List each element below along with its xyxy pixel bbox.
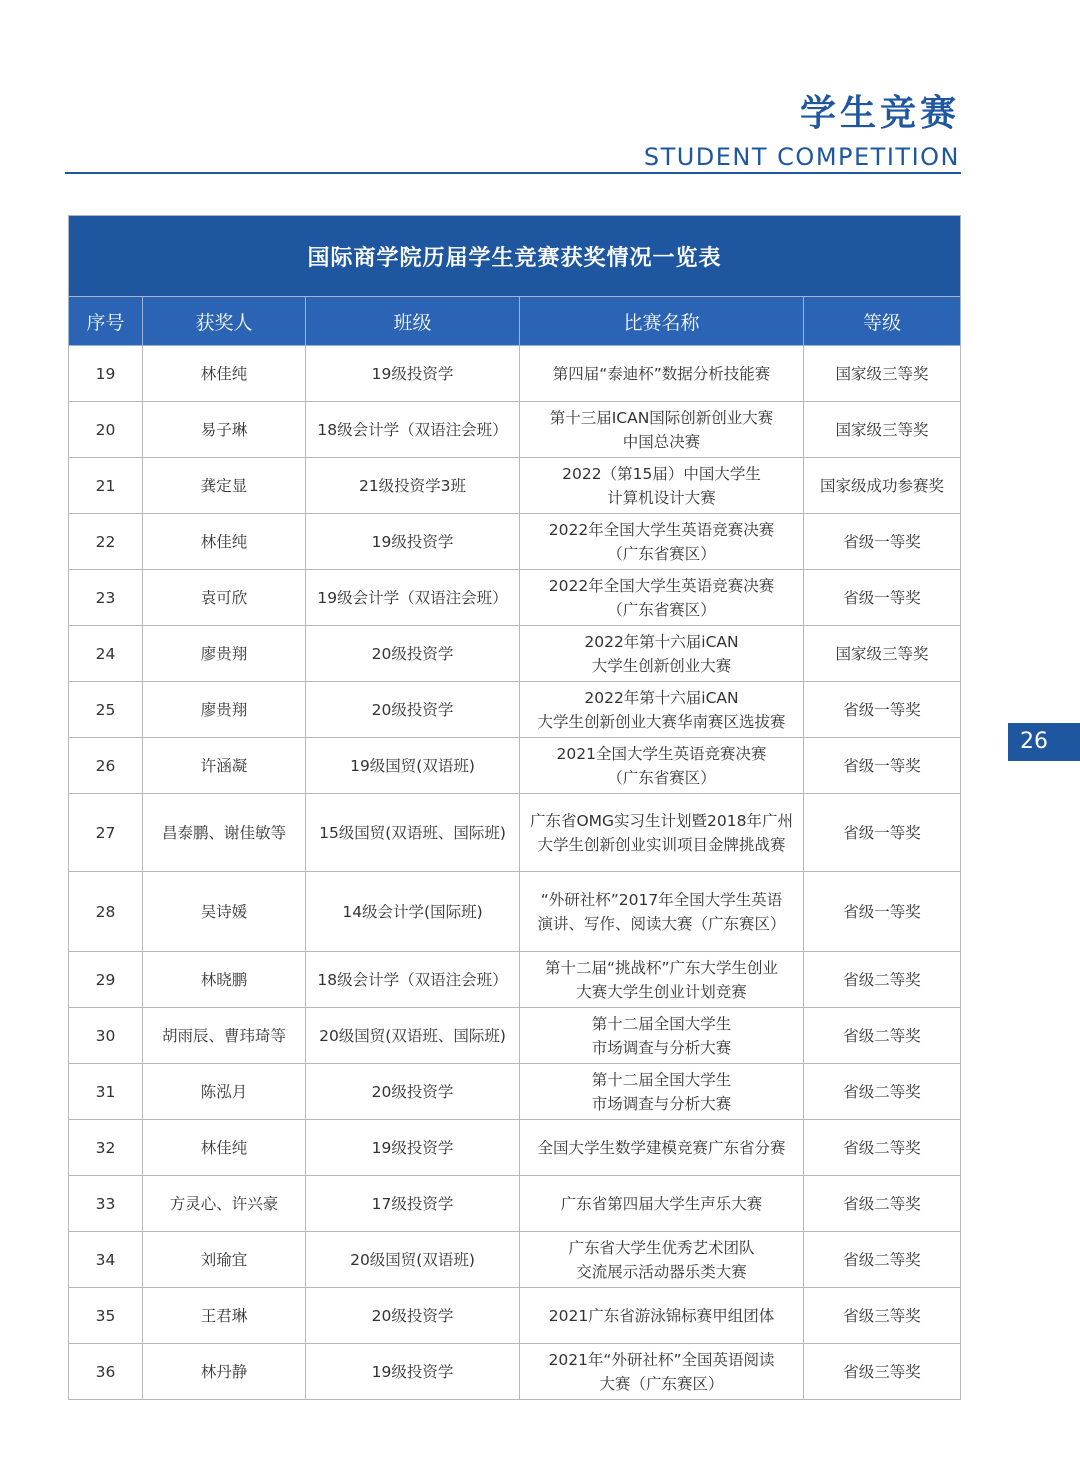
table-row bbox=[69, 1288, 961, 1344]
table-row bbox=[69, 626, 961, 682]
cell-level: 省级一等奖 bbox=[804, 682, 961, 738]
table-row bbox=[69, 1344, 961, 1400]
cell-competition: 第四届“泰迪杯”数据分析技能赛 bbox=[520, 346, 804, 402]
cell-competition: 第十二届全国大学生 市场调查与分析大赛 bbox=[520, 1064, 804, 1120]
cell-level: 省级一等奖 bbox=[804, 738, 961, 794]
cell-level: 省级二等奖 bbox=[804, 1008, 961, 1064]
cell-class: 18级会计学（双语注会班） bbox=[306, 402, 520, 458]
cell-class: 19级国贸(双语班) bbox=[306, 738, 520, 794]
table-row bbox=[69, 1176, 961, 1232]
cell-competition: 全国大学生数学建模竞赛广东省分赛 bbox=[520, 1120, 804, 1176]
cell-level: 省级一等奖 bbox=[804, 514, 961, 570]
cell-class: 19级投资学 bbox=[306, 514, 520, 570]
cell-level: 省级二等奖 bbox=[804, 1120, 961, 1176]
cell-no: 27 bbox=[69, 794, 143, 872]
cell-no: 20 bbox=[69, 402, 143, 458]
cell-awardee: 龚定显 bbox=[143, 458, 306, 514]
cell-no: 36 bbox=[69, 1344, 143, 1400]
cell-competition: 广东省第四届大学生声乐大赛 bbox=[520, 1176, 804, 1232]
awards-table-body bbox=[69, 346, 961, 1400]
cell-awardee: 昌泰鹏、谢佳敏等 bbox=[143, 794, 306, 872]
table-row bbox=[69, 1064, 961, 1120]
cell-class: 20级国贸(双语班、国际班) bbox=[306, 1008, 520, 1064]
cell-awardee: 袁可欣 bbox=[143, 570, 306, 626]
cell-no: 22 bbox=[69, 514, 143, 570]
cell-level: 省级三等奖 bbox=[804, 1344, 961, 1400]
cell-competition: 第十二届全国大学生 市场调查与分析大赛 bbox=[520, 1008, 804, 1064]
cell-awardee: 王君琳 bbox=[143, 1288, 306, 1344]
cell-level: 省级二等奖 bbox=[804, 952, 961, 1008]
awards-table-container bbox=[68, 215, 960, 1400]
cell-awardee: 刘瑜宜 bbox=[143, 1232, 306, 1288]
cell-level: 省级三等奖 bbox=[804, 1288, 961, 1344]
cell-level: 省级一等奖 bbox=[804, 570, 961, 626]
cell-competition: 第十二届“挑战杯”广东大学生创业 大赛大学生创业计划竞赛 bbox=[520, 952, 804, 1008]
cell-awardee: 林佳纯 bbox=[143, 514, 306, 570]
cell-level: 省级一等奖 bbox=[804, 794, 961, 872]
cell-class: 19级投资学 bbox=[306, 346, 520, 402]
cell-level: 省级二等奖 bbox=[804, 1064, 961, 1120]
column-header-no: 序号 bbox=[69, 297, 143, 346]
table-row bbox=[69, 952, 961, 1008]
cell-awardee: 林晓鹏 bbox=[143, 952, 306, 1008]
cell-no: 30 bbox=[69, 1008, 143, 1064]
cell-no: 26 bbox=[69, 738, 143, 794]
page-subtitle: STUDENT COMPETITION bbox=[643, 143, 960, 171]
table-row bbox=[69, 402, 961, 458]
cell-class: 18级会计学（双语注会班） bbox=[306, 952, 520, 1008]
cell-class: 21级投资学3班 bbox=[306, 458, 520, 514]
cell-no: 28 bbox=[69, 872, 143, 952]
table-row bbox=[69, 1008, 961, 1064]
cell-level: 省级一等奖 bbox=[804, 872, 961, 952]
cell-no: 19 bbox=[69, 346, 143, 402]
cell-no: 29 bbox=[69, 952, 143, 1008]
cell-competition: 2022年全国大学生英语竞赛决赛 （广东省赛区） bbox=[520, 570, 804, 626]
cell-no: 33 bbox=[69, 1176, 143, 1232]
cell-level: 国家级三等奖 bbox=[804, 346, 961, 402]
cell-level: 国家级成功参赛奖 bbox=[804, 458, 961, 514]
cell-awardee: 陈泓月 bbox=[143, 1064, 306, 1120]
cell-class: 19级会计学（双语注会班） bbox=[306, 570, 520, 626]
column-header-name: 获奖人 bbox=[143, 297, 306, 346]
cell-competition: 2022（第15届）中国大学生 计算机设计大赛 bbox=[520, 458, 804, 514]
cell-no: 34 bbox=[69, 1232, 143, 1288]
cell-competition: 2021广东省游泳锦标赛甲组团体 bbox=[520, 1288, 804, 1344]
cell-no: 35 bbox=[69, 1288, 143, 1344]
cell-awardee: 林丹静 bbox=[143, 1344, 306, 1400]
cell-class: 20级投资学 bbox=[306, 1288, 520, 1344]
cell-awardee: 胡雨辰、曹玮琦等 bbox=[143, 1008, 306, 1064]
cell-no: 23 bbox=[69, 570, 143, 626]
cell-awardee: 方灵心、许兴豪 bbox=[143, 1176, 306, 1232]
cell-competition: 2022年第十六届iCAN 大学生创新创业大赛 bbox=[520, 626, 804, 682]
cell-awardee: 廖贵翔 bbox=[143, 626, 306, 682]
cell-class: 17级投资学 bbox=[306, 1176, 520, 1232]
table-row bbox=[69, 570, 961, 626]
header-divider bbox=[65, 172, 961, 174]
cell-class: 20级投资学 bbox=[306, 1064, 520, 1120]
cell-competition: 2021全国大学生英语竞赛决赛 （广东省赛区） bbox=[520, 738, 804, 794]
awards-table bbox=[68, 215, 961, 1400]
cell-class: 20级国贸(双语班) bbox=[306, 1232, 520, 1288]
column-header-competition: 比赛名称 bbox=[520, 297, 804, 346]
cell-competition: 广东省OMG实习生计划暨2018年广州 大学生创新创业实训项目金牌挑战赛 bbox=[520, 794, 804, 872]
table-row bbox=[69, 872, 961, 952]
table-title: 国际商学院历届学生竞赛获奖情况一览表 bbox=[69, 216, 961, 297]
cell-competition: 2022年全国大学生英语竞赛决赛 （广东省赛区） bbox=[520, 514, 804, 570]
cell-level: 省级二等奖 bbox=[804, 1232, 961, 1288]
cell-awardee: 林佳纯 bbox=[143, 1120, 306, 1176]
table-row bbox=[69, 1120, 961, 1176]
table-row bbox=[69, 346, 961, 402]
cell-competition: 第十三届ICAN国际创新创业大赛 中国总决赛 bbox=[520, 402, 804, 458]
cell-no: 21 bbox=[69, 458, 143, 514]
cell-level: 省级二等奖 bbox=[804, 1176, 961, 1232]
column-header-level: 等级 bbox=[804, 297, 961, 346]
cell-competition: “外研社杯”2017年全国大学生英语 演讲、写作、阅读大赛（广东赛区） bbox=[520, 872, 804, 952]
cell-class: 20级投资学 bbox=[306, 682, 520, 738]
table-row bbox=[69, 458, 961, 514]
cell-no: 25 bbox=[69, 682, 143, 738]
table-row bbox=[69, 738, 961, 794]
cell-awardee: 廖贵翔 bbox=[143, 682, 306, 738]
column-header-class: 班级 bbox=[306, 297, 520, 346]
table-row bbox=[69, 514, 961, 570]
cell-no: 24 bbox=[69, 626, 143, 682]
cell-class: 19级投资学 bbox=[306, 1344, 520, 1400]
page-number-badge: 26 bbox=[1008, 723, 1080, 761]
cell-competition: 2022年第十六届iCAN 大学生创新创业大赛华南赛区选拔赛 bbox=[520, 682, 804, 738]
cell-awardee: 许涵凝 bbox=[143, 738, 306, 794]
table-row bbox=[69, 682, 961, 738]
cell-no: 32 bbox=[69, 1120, 143, 1176]
cell-awardee: 易子琳 bbox=[143, 402, 306, 458]
cell-competition: 2021年“外研社杯”全国英语阅读 大赛（广东赛区） bbox=[520, 1344, 804, 1400]
cell-class: 14级会计学(国际班) bbox=[306, 872, 520, 952]
cell-class: 15级国贸(双语班、国际班) bbox=[306, 794, 520, 872]
cell-class: 20级投资学 bbox=[306, 626, 520, 682]
cell-awardee: 林佳纯 bbox=[143, 346, 306, 402]
table-row bbox=[69, 794, 961, 872]
cell-level: 国家级三等奖 bbox=[804, 402, 961, 458]
cell-no: 31 bbox=[69, 1064, 143, 1120]
table-row bbox=[69, 1232, 961, 1288]
cell-awardee: 吴诗媛 bbox=[143, 872, 306, 952]
cell-class: 19级投资学 bbox=[306, 1120, 520, 1176]
page-title: 学生竞赛 bbox=[799, 93, 960, 134]
cell-level: 国家级三等奖 bbox=[804, 626, 961, 682]
cell-competition: 广东省大学生优秀艺术团队 交流展示活动器乐类大赛 bbox=[520, 1232, 804, 1288]
